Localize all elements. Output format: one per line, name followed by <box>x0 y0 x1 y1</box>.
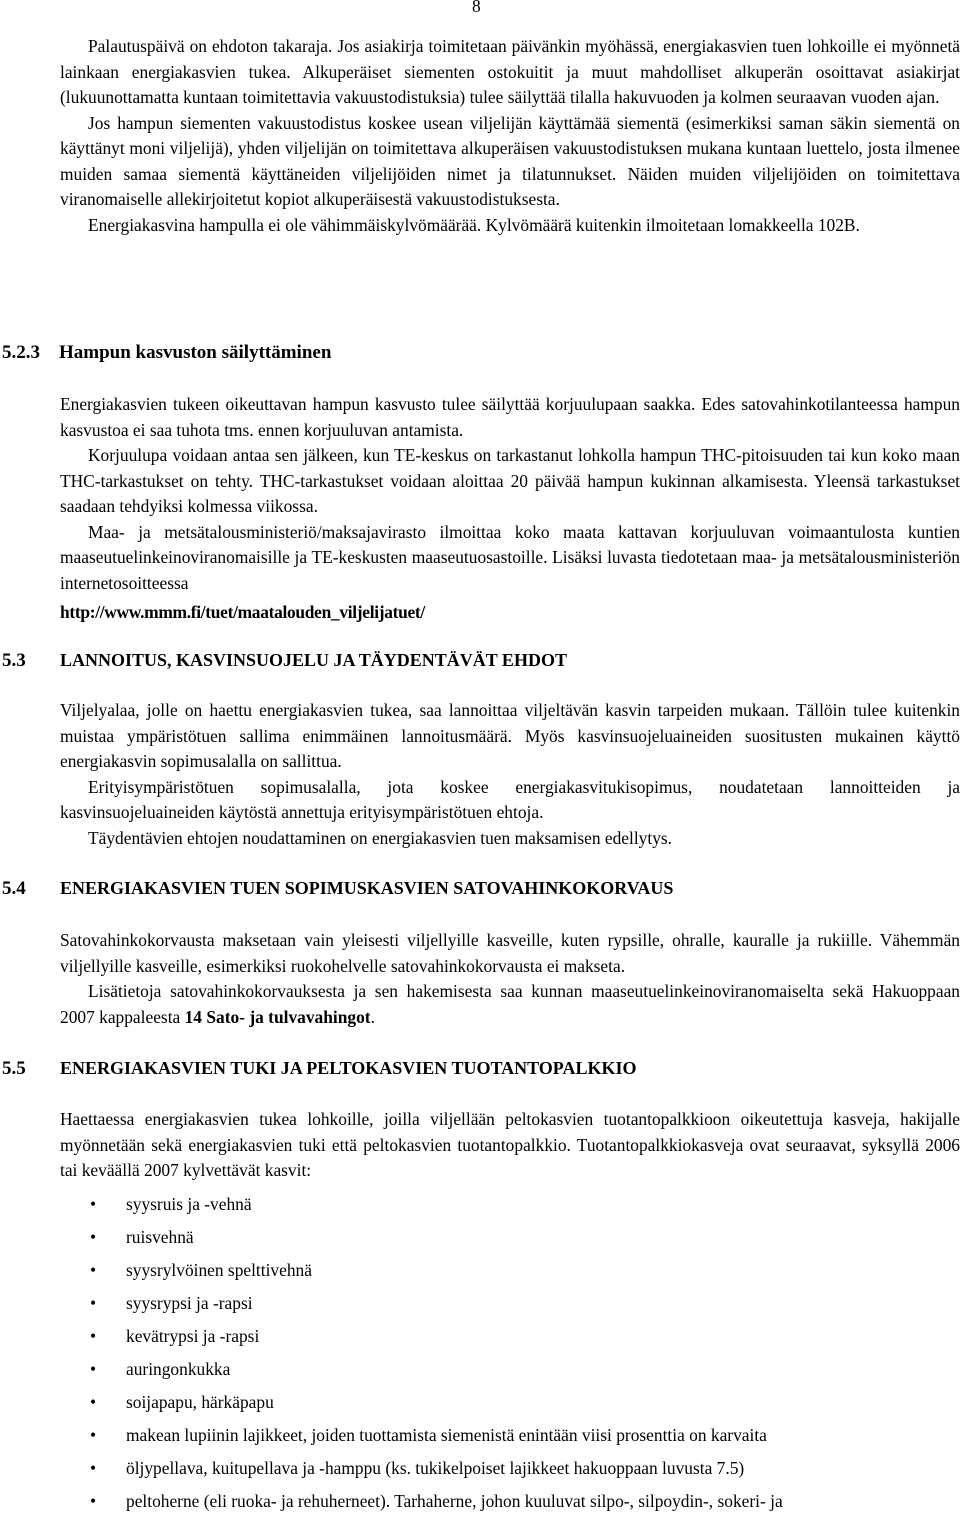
section-title: ENERGIAKASVIEN TUKI JA PELTOKASVIEN TUOTANTOPALKKIO <box>60 1058 637 1078</box>
section-heading-5-2-3 <box>2 340 331 366</box>
bullet-icon: • <box>90 1457 97 1478</box>
reference-chapter: 14 Sato- ja tulvavahingot <box>184 1006 371 1027</box>
list-item <box>60 1287 960 1320</box>
section-title: Hampun kasvuston säilyttäminen <box>59 342 332 363</box>
paragraph: Haettaessa energiakasvien tukea lohkoille, joilla viljellään peltokasvien tuotantopalkkioon oikeutettuja kasveja, hakijalle myönnetään sekä energiakasvien tuki että peltokasvien tuotantopalkkio. Tuotantopalkkiokasveja ovat seuraavat, syksyllä 2006 tai keväällä 2007 kylvettävät kasvit: <box>60 1109 960 1180</box>
list-item-text: makean lupiinin lajikkeet, joiden tuottamista siemenistä enintään viisi prosenttia on karvaita <box>126 1424 767 1445</box>
list-item <box>60 1485 960 1518</box>
section-body-5-2-3 <box>60 392 960 626</box>
section-body-5-5 <box>60 1107 960 1518</box>
list-item-text: ruisvehnä <box>126 1226 194 1247</box>
bullet-icon: • <box>90 1226 97 1247</box>
paragraph: Erityisympäristötuen sopimusalalla, jota koskee energiakasvitukisopimus, noudatetaan lannoitteiden ja kasvinsuojeluaineiden käytöstä annettuja erityisympäristötuen ehtoja. <box>60 776 960 822</box>
bullet-icon: • <box>90 1193 97 1214</box>
list-item-text: öljypellava, kuitupellava ja -hamppu (ks. tukikelpoiset lajikkeet hakuoppaan luvusta 7.5) <box>126 1457 745 1478</box>
section-body-5-4 <box>60 928 960 1030</box>
section-title: LANNOITUS, KASVINSUOJELU JA TÄYDENTÄVÄT EHDOT <box>60 650 567 670</box>
list-item <box>60 1452 960 1485</box>
bullet-icon: • <box>90 1490 97 1511</box>
paragraph: Viljelyalaa, jolle on haettu energiakasvien tukea, saa lannoittaa viljeltävän kasvin tarpeiden mukaan. Tällöin tulee kuitenkin muistaa ympäristötuen sallima enimmäinen lannoitusmäärä. Myös kasvinsuojeluaineiden suositusten mukainen käyttö energiakasvin sopimusalalla on sallittua. <box>60 700 960 771</box>
paragraph: Palautuspäivä on ehdoton takaraja. Jos asiakirja toimitetaan päivänkin myöhässä, energiakasvien tuen lohkoille ei myönnetä lainkaan energiakasvien tukea. Alkuperäiset siementen ostokuitit ja muut mahdolliset alkuperän osoittavat asiakirjat (lukuunottamatta kuntaan toimitettavia vakuustodistuksia) tulee säilyttää tilalla hakuvuoden ja kolmen seuraavan vuoden ajan. <box>60 36 960 107</box>
paragraph: Maa- ja metsätalousministeriö/maksajavirasto ilmoittaa koko maata kattavan korjuuluvan voimaantulosta kuntien maaseutuelinkeinoviranomaisille ja TE-keskusten maaseutuosastoille. Lisäksi luvasta tiedotetaan maa- ja metsätalousministeriön internetosoitteessa <box>60 521 960 593</box>
section-number: 5.3 <box>2 650 26 671</box>
list-item <box>60 1221 960 1254</box>
section-title: ENERGIAKASVIEN TUEN SOPIMUSKASVIEN SATOVAHINKOKORVAUS <box>60 878 674 898</box>
bullet-icon: • <box>90 1391 97 1412</box>
section-number: 5.2.3 <box>2 342 40 363</box>
list-item <box>60 1353 960 1386</box>
list-item-text: soijapapu, härkäpapu <box>126 1391 274 1412</box>
paragraph: Täydentävien ehtojen noudattaminen on energiakasvien tuen maksamisen edellytys. <box>88 827 673 848</box>
crop-list <box>60 1188 960 1518</box>
list-item <box>60 1188 960 1221</box>
paragraph: Energiakasvien tukeen oikeuttavan hampun kasvusto tulee säilyttää korjuulupaan saakka. Edes satovahinkotilanteessa hampun kasvustoa ei saa tuhota tms. ennen korjuuluvan antamista. <box>60 394 960 440</box>
section-number: 5.4 <box>2 878 26 899</box>
ministry-url-link[interactable]: http://www.mmm.fi/tuet/maatalouden_viljelijatuet/ <box>60 602 425 622</box>
list-item <box>60 1386 960 1419</box>
paragraph: Satovahinkokorvausta maksetaan vain yleisesti viljellyille kasveille, kuten rypsille, ohralle, kauralle ja rukiille. Vähemmän viljellyille kasveille, esimerkiksi ruokohelvelle satovahinkokorvausta ei makseta. <box>60 930 960 976</box>
list-item <box>60 1320 960 1353</box>
section-number: 5.5 <box>2 1058 26 1079</box>
list-item-text: syysrylvöinen spelttivehnä <box>126 1259 312 1280</box>
list-item-text: syysruis ja -vehnä <box>126 1193 252 1214</box>
paragraph: Jos hampun siementen vakuustodistus koskee usean viljelijän käyttämää siementä (esimerkiksi saman säkin siementä on käyttänyt moni viljelijä), yhden viljelijän on toimitettava alkuperäisen vakuustodistuksen mukana kuntaan luettelo, josta ilmenee muiden samaa siementä käyttäneiden viljelijöiden nimet ja tilatunnukset. Näiden muiden viljelijöiden on toimitettava viranomaiselle allekirjoitetut kopiot alkuperäisestä vakuustodistuksesta. <box>60 112 960 209</box>
section-heading-5-5 <box>2 1056 636 1082</box>
bullet-icon: • <box>90 1325 97 1346</box>
bullet-icon: • <box>90 1358 97 1379</box>
paragraph <box>60 979 960 1030</box>
list-item-text: kevätrypsi ja -rapsi <box>126 1325 260 1346</box>
section-body-5-3 <box>60 698 960 851</box>
paragraph: Energiakasvina hampulla ei ole vähimmäiskylvömäärää. Kylvömäärä kuitenkin ilmoitetaan lomakkeella 102B. <box>88 214 860 235</box>
list-item <box>60 1419 960 1452</box>
section-heading-5-3 <box>2 648 567 674</box>
list-item-text: peltoherne (eli ruoka- ja rehuherneet). Tarhaherne, johon kuuluvat silpo-, silpoydin-, sokeri- ja <box>126 1490 783 1511</box>
paragraph-text: Lisätietoja satovahinkokorvauksesta ja sen hakemisesta saa kunnan maaseutuelinkeinoviranomaiselta sekä Hakuoppaan 2007 kappaleesta <box>60 981 960 1027</box>
list-item-text: auringonkukka <box>126 1358 231 1379</box>
bullet-icon: • <box>90 1259 97 1280</box>
paragraph: Korjuulupa voidaan antaa sen jälkeen, kun TE-keskus on tarkastanut lohkolla hampun THC-pitoisuuden tai kun koko maan THC-tarkastukset on tehty. THC-tarkastukset voidaan aloittaa 20 päivää hampun kukinnan alkamisesta. Yleensä tarkastukset saadaan tehdyiksi kolmessa viikossa. <box>60 445 960 516</box>
paragraph-text: . <box>370 1006 375 1027</box>
intro-section <box>60 34 960 238</box>
list-item <box>60 1254 960 1287</box>
bullet-icon: • <box>90 1424 97 1445</box>
section-heading-5-4 <box>2 876 673 902</box>
bullet-icon: • <box>90 1292 97 1313</box>
page-number: 8 <box>472 0 481 16</box>
list-item-text: syysrypsi ja -rapsi <box>126 1292 253 1313</box>
